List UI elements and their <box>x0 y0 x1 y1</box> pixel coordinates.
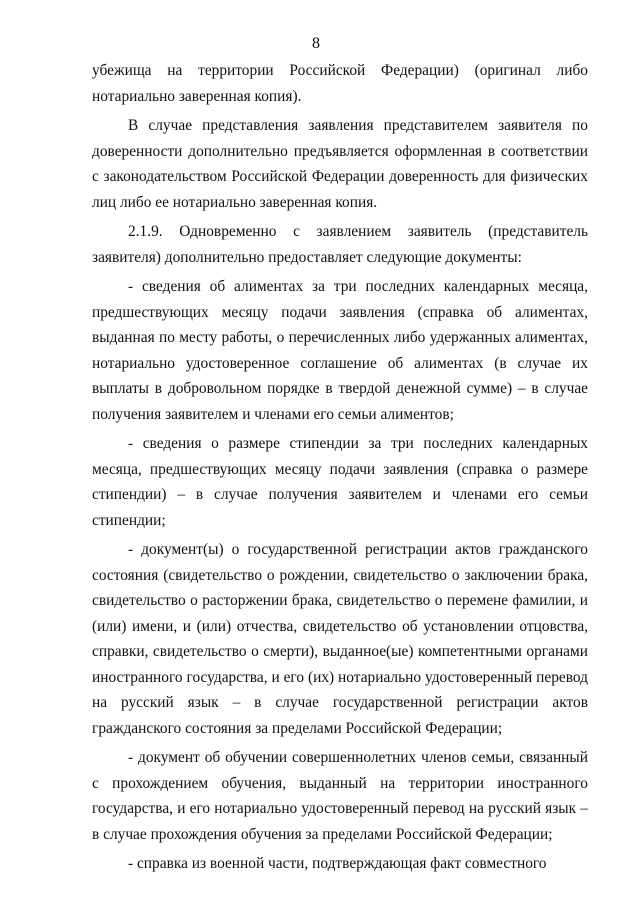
list-item-civil-registration: - документ(ы) о государственной регистрации актов гражданского состояния (свидетельство о рождении, свидетельство о заключении брака, свидетельство о расторжении брака, свидетельство о перемене фамилии, и (или) имени, и (или) отчества, свидетельство об установлении отцовства, справки, свидетельство о смерти), выданное(ые) компетентными органами иностранного государства, и его (их) нотариально удостоверенный перевод на русский язык – в случае государственной регистрации актов гражданского состояния за пределами Российской Федерации; <box>92 541 588 737</box>
list-item-alimony: - сведения об алиментах за три последних календарных месяца, предшествующих месяцу подачи заявления (справка об алиментах, выданная по месту работы, о перечисленных либо удержанных алиментах, нотариально удостоверенное соглашение об алиментах (в случае их выплаты в добровольном порядке в твердой денежной сумме) – в случае получения заявителем и членами его семьи алиментов; <box>92 278 588 423</box>
paragraph-power-of-attorney: В случае представления заявления представителем заявителя по доверенности дополнительно предъявляется оформленная в соответствии с законодательством Российской Федерации доверенность для физических лиц либо ее нотариально заверенная копия. <box>92 117 588 211</box>
paragraph-section-2-1-9: 2.1.9. Одновременно с заявлением заявитель (представитель заявителя) дополнительно предоставляет следующие документы: <box>92 223 588 266</box>
list-item-military-certificate: - справка из военной части, подтверждающая факт совместного <box>128 855 547 872</box>
list-item-education-document: - документ об обучении совершеннолетних членов семьи, связанный с прохождением обучения, выданный на территории иностранного государства, и его нотариально удостоверенный перевод на русский язык – в случае прохождения обучения за пределами Российской Федерации; <box>92 749 588 843</box>
page-number: 8 <box>312 35 320 52</box>
document-body <box>92 58 588 877</box>
paragraph-continuation: убежища на территории Российской Федерации) (оригинал либо нотариально заверенная копия). <box>92 62 588 105</box>
list-item-scholarship: - сведения о размере стипендии за три последних календарных месяца, предшествующих месяцу подачи заявления (справка о размере стипендии) – в случае получения заявителем и членами его семьи стипендии; <box>92 435 588 529</box>
